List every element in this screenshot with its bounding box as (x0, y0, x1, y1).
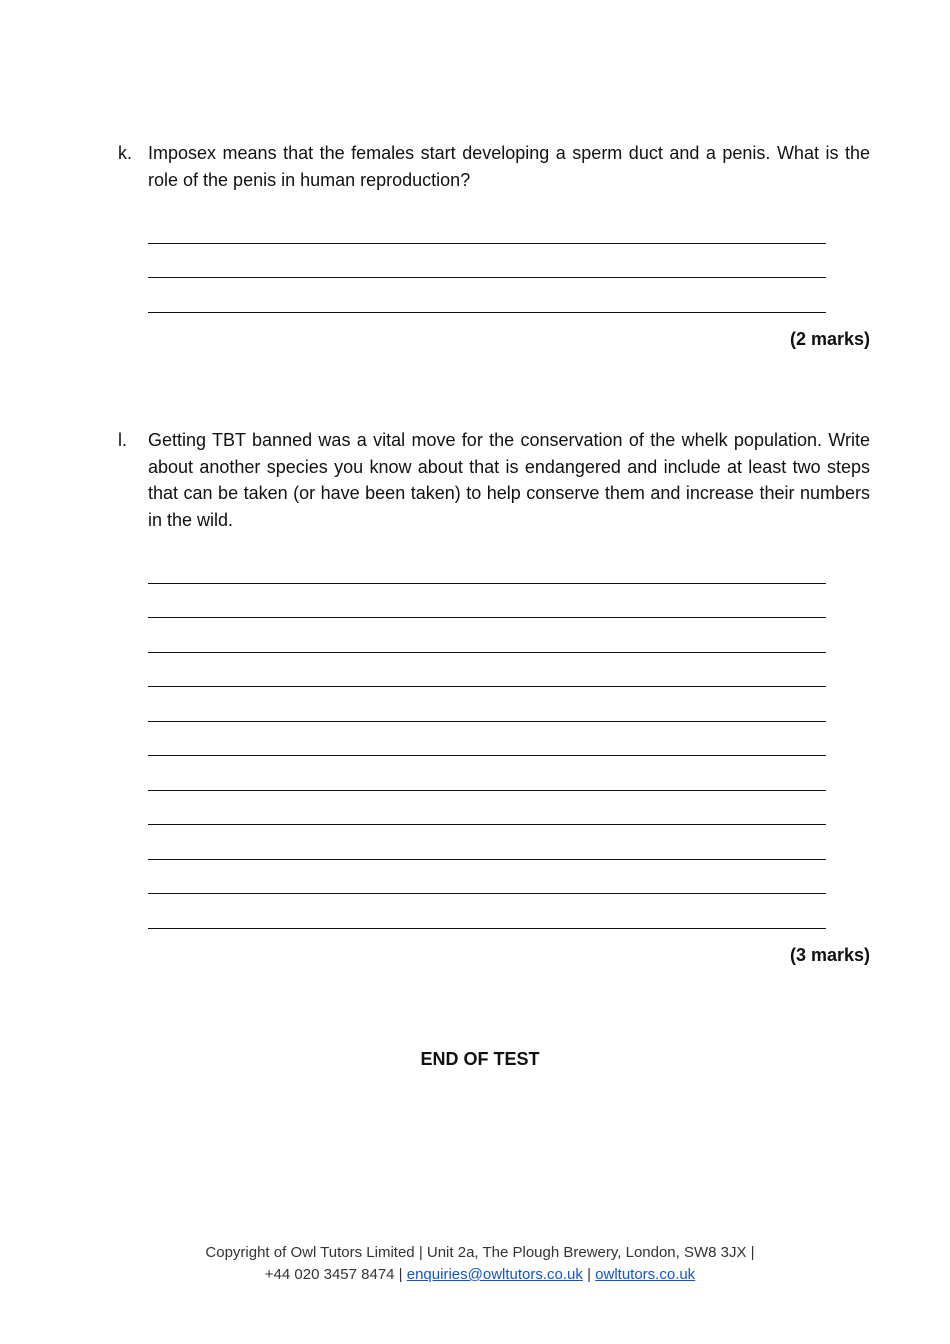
footer-separator: | (587, 1266, 591, 1283)
answer-line[interactable] (148, 653, 826, 688)
footer-contact (0, 1264, 950, 1286)
footer (0, 1242, 950, 1286)
footer-website-link[interactable]: owltutors.co.uk (595, 1266, 696, 1283)
footer-email-link[interactable]: enquiries@owltutors.co.uk (406, 1266, 583, 1283)
answer-line[interactable] (148, 209, 826, 244)
answer-line[interactable] (148, 860, 826, 895)
answer-line[interactable] (148, 894, 826, 929)
answer-line[interactable] (148, 278, 826, 313)
answer-line[interactable] (148, 549, 826, 584)
answer-line[interactable] (148, 584, 826, 619)
footer-phone: +44 020 3457 8474 | (264, 1266, 403, 1283)
question-l (118, 427, 870, 967)
answer-line[interactable] (148, 244, 826, 279)
answer-line[interactable] (148, 722, 826, 757)
question-k-letter: k. (118, 143, 133, 163)
question-k-text: Imposex means that the females start developing a sperm duct and a penis. What is the role of the penis in human reproduction? (148, 143, 870, 190)
answer-line[interactable] (148, 825, 826, 860)
question-k-answer-lines[interactable] (148, 209, 826, 313)
question-l-text: Getting TBT banned was a vital move for the conservation of the whelk population. Write about another species you know about that is endangered and include at least two steps that can be taken (or have been taken) to help conserve them and increase their numbers in the wild. (148, 430, 870, 530)
question-l-marks: (3 marks) (789, 944, 870, 965)
question-l-letter: l. (118, 430, 127, 450)
end-of-test: END OF TEST (420, 1049, 540, 1069)
answer-line[interactable] (148, 791, 826, 826)
answer-line[interactable] (148, 687, 826, 722)
question-k-marks: (2 marks) (789, 328, 870, 349)
question-l-answer-lines[interactable] (148, 549, 826, 929)
question-k (118, 140, 870, 351)
answer-line[interactable] (148, 618, 826, 653)
footer-copyright: Copyright of Owl Tutors Limited | Unit 2a, The Plough Brewery, London, SW8 3JX | (205, 1244, 755, 1261)
answer-line[interactable] (148, 756, 826, 791)
